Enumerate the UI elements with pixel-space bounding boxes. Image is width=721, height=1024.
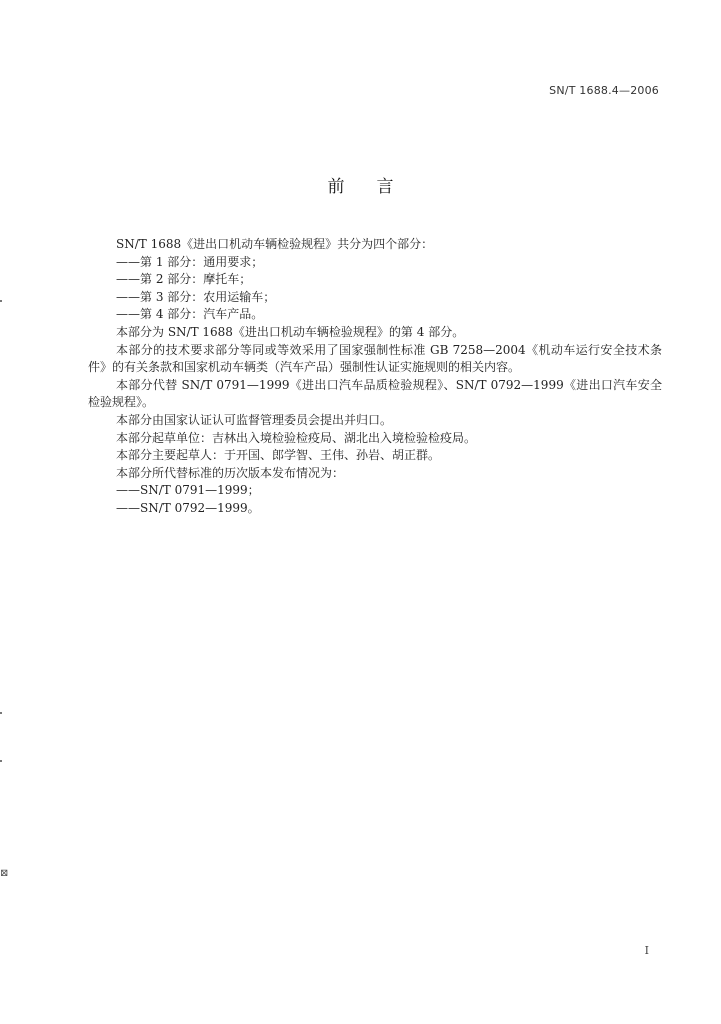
paragraph-previous-editions: 本部分所代替标准的历次版本发布情况为： — [116, 465, 345, 480]
paragraph-replaces: 本部分代替 SN/T 0791—1999《进出口汽车品质检验规程》、SN/T 0792—1999《进出口汽车安全检验规程》。 — [88, 377, 662, 410]
paragraph-drafters: 本部分主要起草人：于开国、郎学智、王伟、孙岩、胡正群。 — [116, 448, 441, 463]
scan-speck — [0, 300, 2, 302]
list-item-edition-0791: ——SN/T 0791—1999； — [116, 483, 260, 498]
scan-margin-mark-icon: ⊠ — [0, 868, 9, 879]
list-item-part-4: ——第 4 部分：汽车产品。 — [116, 307, 264, 322]
list-item-edition-0792: ——SN/T 0792—1999。 — [116, 500, 260, 515]
paragraph-drafting-units: 本部分起草单位：吉林出入境检验检疫局、湖北出入境检验检疫局。 — [116, 430, 477, 445]
page-title: 前言 — [327, 177, 426, 197]
standard-code-header: SN/T 1688.4—2006 — [549, 84, 659, 97]
paragraph-proposed-by: 本部分由国家认证认可监督管理委员会提出并归口。 — [116, 412, 393, 427]
paragraph-parts-intro: SN/T 1688《进出口机动车辆检验规程》共分为四个部分： — [116, 237, 434, 251]
page-number: I — [644, 944, 649, 957]
list-item-part-1: ——第 1 部分：通用要求； — [116, 254, 264, 269]
paragraph-this-part: 本部分为 SN/T 1688《进出口机动车辆检验规程》的第 4 部分。 — [116, 324, 465, 339]
scan-speck — [0, 712, 2, 714]
list-item-part-2: ——第 2 部分：摩托车； — [116, 272, 252, 287]
list-item-part-3: ——第 3 部分：农用运输车； — [116, 289, 276, 304]
scan-speck — [0, 760, 2, 762]
paragraph-technical-requirements: 本部分的技术要求部分等同或等效采用了国家强制性标准 GB 7258—2004《机动车运行安全技术条件》的有关条款和国家机动车辆类（汽车产品）强制性认证实施规则的相关内容。 — [88, 342, 662, 375]
foreword-body — [88, 236, 662, 518]
